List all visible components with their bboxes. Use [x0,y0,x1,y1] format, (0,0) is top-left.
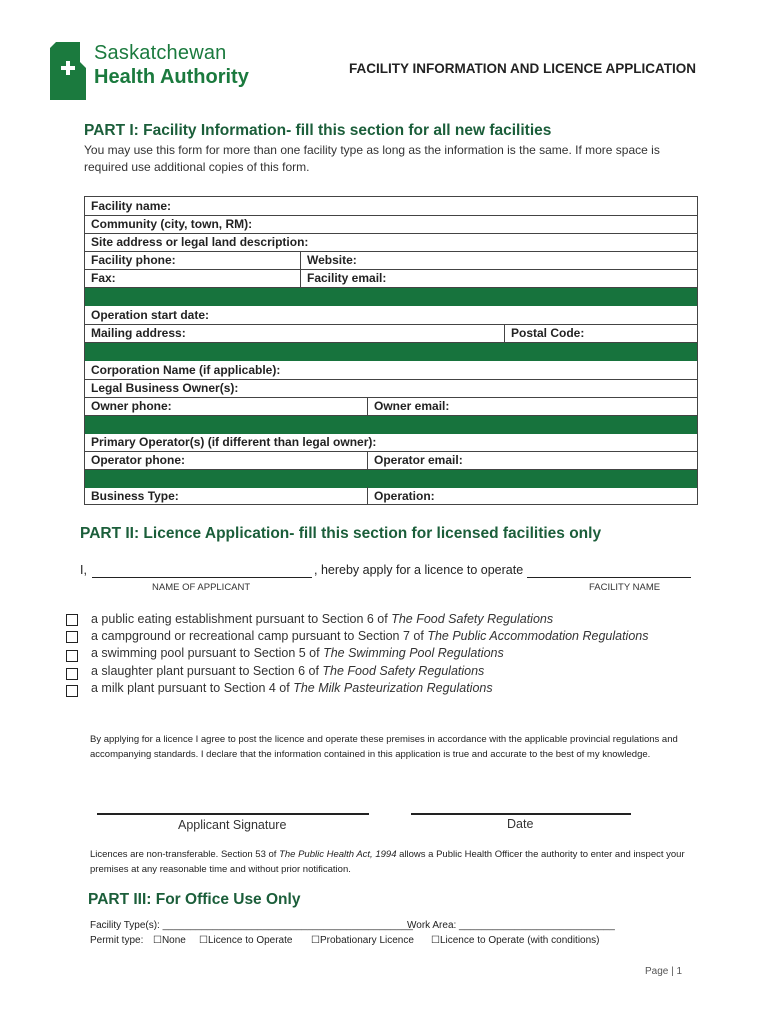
operator-email-label: Operator email: [374,453,463,467]
option-public-eating[interactable] [66,612,706,629]
option-swimming-pool[interactable] [66,646,706,663]
mailing-address-label: Mailing address: [91,326,186,340]
row-community[interactable] [85,215,697,233]
option-slaughter-plant[interactable] [66,664,706,681]
logo-line2: Health Authority [94,66,249,88]
row-business-type[interactable] [85,487,697,505]
legal-owner-label: Legal Business Owner(s): [91,381,239,395]
signature-label: Applicant Signature [178,818,287,832]
option-milk-plant[interactable] [66,681,706,698]
checkbox[interactable] [66,614,78,626]
facility-name-label: Facility name: [91,199,172,213]
option-label: a milk plant pursuant to Section 4 of The Milk Pasteurization Regulations [91,681,493,695]
facility-name-blank[interactable] [527,577,691,578]
signature-line[interactable] [97,813,369,815]
website-label: Website: [307,253,357,267]
permit-probationary-checkbox[interactable]: ☐Probationary Licence [311,935,414,946]
part2-heading: PART II: Licence Application- fill this section for licensed facilities only [80,525,602,542]
row-legal-owner[interactable] [85,379,697,397]
fax-label: Fax: [91,271,116,285]
date-label: Date [507,817,534,831]
primary-operator-label: Primary Operator(s) (if different than legal owner): [91,435,377,449]
row-fax[interactable] [85,269,697,287]
part1-intro: You may use this form for more than one facility type as long as the information is the same. If more space is required use additional copies of this form. [84,143,660,174]
option-campground[interactable] [66,629,706,646]
checkbox[interactable] [66,685,78,697]
option-label: a slaughter plant pursuant to Section 6 of The Food Safety Regulations [91,664,485,678]
row-owner-phone[interactable] [85,397,697,415]
site-address-label: Site address or legal land description: [91,235,309,249]
declaration-text: By applying for a licence I agree to post the licence and operate these premises in accordance with the applicable provincial regulations and accompanying standards. I declare that the information contained in this application is true and accurate to the best of my knowledge. [90,734,678,760]
licence-note: Licences are non-transferable. Section 53 of The Public Health Act, 1994 allows a Public Health Officer the authority to enter and inspect your premises at any reasonable time and without prior notification. [90,849,685,875]
postal-code-label: Postal Code: [511,326,585,340]
date-line[interactable] [411,813,631,815]
row-mailing-address[interactable] [85,324,697,342]
document-title: FACILITY INFORMATION AND LICENCE APPLICATION [349,61,696,76]
operation-start-label: Operation start date: [91,308,210,322]
operator-phone-label: Operator phone: [91,453,186,467]
permit-lto-checkbox[interactable]: ☐Licence to Operate [199,935,293,946]
row-primary-operator[interactable] [85,433,697,451]
option-label: a campground or recreational camp pursuant to Section 7 of The Public Accommodation Regulations [91,629,649,643]
row-site-address[interactable] [85,233,697,251]
owner-phone-label: Owner phone: [91,399,172,413]
facility-name-caption: FACILITY NAME [589,582,661,593]
work-area-field[interactable]: Work Area: ____________________________ [407,920,615,931]
logo-line1: Saskatchewan [94,42,227,64]
checkbox[interactable] [66,631,78,643]
checkbox[interactable] [66,668,78,680]
name-of-applicant-caption: NAME OF APPLICANT [152,582,251,593]
page-number: Page | 1 [645,966,683,977]
permit-conditions-checkbox[interactable]: ☐Licence to Operate (with conditions) [431,935,600,946]
part3-heading: PART III: For Office Use Only [88,891,301,908]
row-corporation-name[interactable] [85,361,697,379]
row-operator-phone[interactable] [85,451,697,469]
logo-shield-icon [50,42,86,100]
checkbox[interactable] [66,650,78,662]
permit-none-checkbox[interactable]: ☐None [153,935,186,946]
part1-heading: PART I: Facility Information- fill this section for all new facilities [84,122,552,139]
applicant-name-blank[interactable] [92,577,312,578]
corporation-name-label: Corporation Name (if applicable): [91,363,281,377]
owner-email-label: Owner email: [374,399,450,413]
facility-types-field[interactable]: Facility Type(s): _____________________________________________ [90,920,413,931]
option-label: a public eating establishment pursuant to Section 6 of The Food Safety Regulations [91,612,554,626]
section-divider [85,470,697,488]
row-facility-name[interactable] [85,197,697,215]
row-operation-start[interactable] [85,306,697,324]
community-label: Community (city, town, RM): [91,217,253,231]
business-type-label: Business Type: [91,489,179,503]
sha-logo [50,42,270,102]
facility-phone-label: Facility phone: [91,253,176,267]
facility-email-label: Facility email: [307,271,387,285]
apply-middle: , hereby apply for a licence to operate [314,563,524,577]
apply-prefix: I, [80,563,87,577]
section-divider [85,288,697,306]
operation-label: Operation: [374,489,435,503]
section-divider [85,343,697,361]
section-divider [85,416,697,434]
row-facility-phone[interactable] [85,251,697,269]
permit-type-label: Permit type: [90,935,144,946]
facility-info-table [84,196,698,505]
option-label: a swimming pool pursuant to Section 5 of The Swimming Pool Regulations [91,646,504,660]
